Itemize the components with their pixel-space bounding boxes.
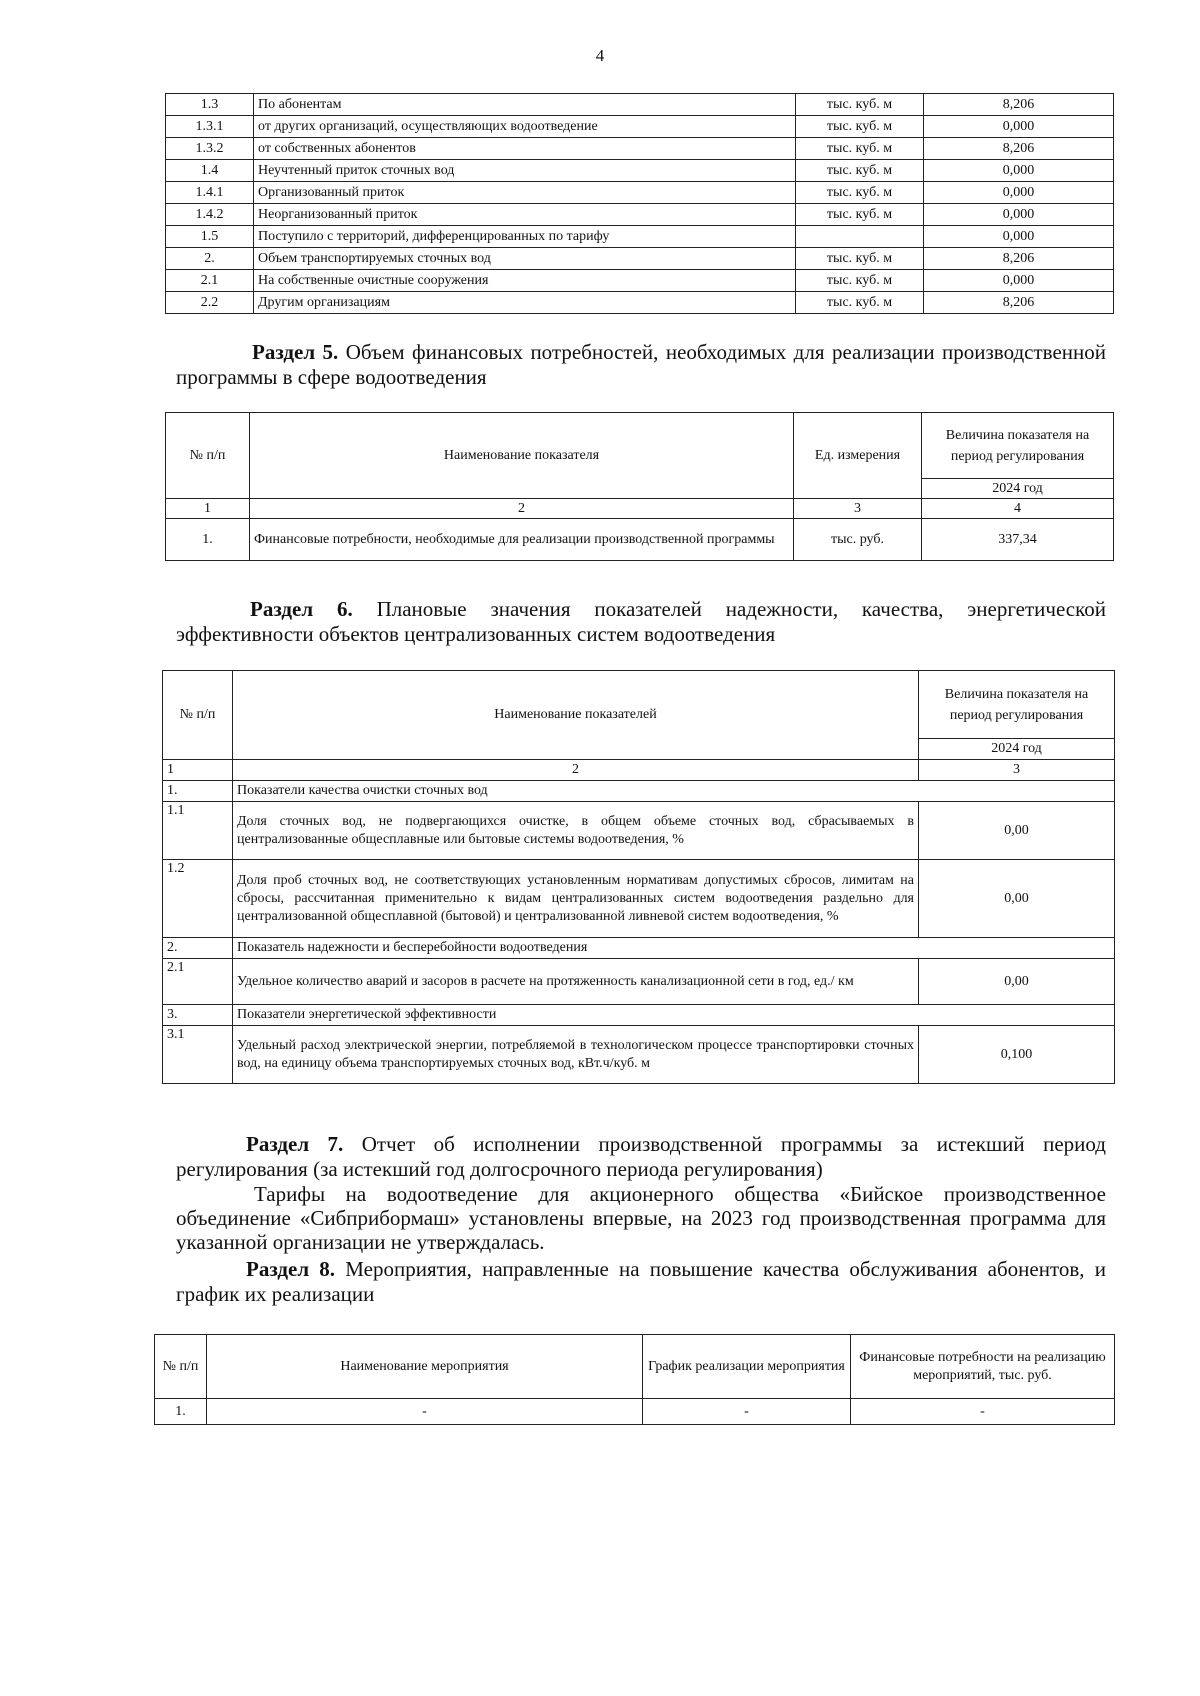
cell-name: Организованный приток [254,182,796,204]
cell-value: 0,00 [919,959,1115,1005]
volume-table [165,93,1114,314]
cell-name: Доля сточных вод, не подвергающихся очистке, в общем объеме сточных вод, сбрасываемых в централизованные общесплавные или бытовые системы водоотведения, % [233,802,919,860]
table-row [166,292,1114,314]
row-unit: тыс. руб. [794,519,922,561]
row-num: 1. [155,1399,207,1425]
table-row [166,94,1114,116]
table-row [166,204,1114,226]
cell-name: Доля проб сточных вод, не соответствующих установленным нормативам допустимых сбросов, лимитам на сбросы, рассчитанная применительно к видам централизованных систем водоотведения раздельно для централизованной общесплавной (бытовой) и централизованной ливневой систем водоотведения, % [233,860,919,938]
cell-num: 2.1 [166,270,254,292]
table-row [163,938,1115,959]
cell-unit [796,226,924,248]
cell-num: 2.1 [163,959,233,1005]
cell-unit: тыс. куб. м [796,204,924,226]
cell-name: Неорганизованный приток [254,204,796,226]
cell-value: 0,100 [919,1026,1115,1084]
cell-name: Объем транспортируемых сточных вод [254,248,796,270]
section5-label: Раздел 5. [252,340,339,364]
table-row [163,781,1115,802]
section8-heading [176,1257,1106,1307]
cell-value: 0,00 [919,860,1115,938]
cell-unit: тыс. куб. м [796,94,924,116]
row-schedule: - [643,1399,851,1425]
table-row [166,226,1114,248]
cell-name: На собственные очистные сооружения [254,270,796,292]
cell-unit: тыс. куб. м [796,160,924,182]
cell-name: По абонентам [254,94,796,116]
cell-num: 1.4.2 [166,204,254,226]
cell-num: 1.3.1 [166,116,254,138]
measures-table [154,1334,1115,1425]
row-num: 1. [166,519,250,561]
cell-value: 0,000 [924,182,1114,204]
cell-num: 1.3 [166,94,254,116]
indicators-table [162,670,1115,1084]
col-header-finance: Финансовые потребности на реализацию мероприятий, тыс. руб. [851,1335,1115,1399]
cell-unit: тыс. куб. м [796,116,924,138]
cell-num: 2.2 [166,292,254,314]
section5-title: Объем финансовых потребностей, необходимых для реализации производственной программы в сфере водоотведения [176,340,1106,389]
col-header-year: 2024 год [922,479,1114,499]
cell-name: Неучтенный приток сточных вод [254,160,796,182]
cell-num: 3.1 [163,1026,233,1084]
section5-heading [176,340,1106,390]
indicators-table-body [163,781,1115,1084]
col-header-name: Наименование показателя [250,413,794,499]
table-row [163,802,1115,860]
col-header-name: Наименование показателей [233,671,919,760]
col-number-4: 4 [922,499,1114,519]
section7-title: Отчет об исполнении производственной программы за истекший период регулирования (за истекший год долгосрочного периода регулирования) [176,1132,1106,1181]
table-row [166,116,1114,138]
cell-num: 1.1 [163,802,233,860]
col-header-schedule: График реализации мероприятия [643,1335,851,1399]
cell-num: 1. [163,781,233,802]
volume-table-body [166,94,1114,314]
table-row [163,1005,1115,1026]
col-header-year: 2024 год [919,739,1115,760]
table-row [166,138,1114,160]
section7-label: Раздел 7. [246,1132,344,1156]
cell-unit: тыс. куб. м [796,182,924,204]
page-number: 4 [595,46,605,65]
cell-value: 8,206 [924,292,1114,314]
cell-name: Показатели энергетической эффективности [233,1005,1115,1026]
table-row [166,160,1114,182]
row-finance: - [851,1399,1115,1425]
cell-num: 1.4 [166,160,254,182]
cell-num: 3. [163,1005,233,1026]
cell-value: 8,206 [924,138,1114,160]
section7-heading [176,1132,1106,1182]
cell-num: 1.5 [166,226,254,248]
col-header-unit: Ед. измерения [794,413,922,499]
finance-table [165,412,1114,561]
col-header-num: № п/п [163,671,233,760]
col-number-1: 1 [166,499,250,519]
col-number-2: 2 [250,499,794,519]
table-row [163,860,1115,938]
cell-name: Поступило с территорий, дифференцированных по тарифу [254,226,796,248]
cell-num: 1.4.1 [166,182,254,204]
table-row [163,959,1115,1005]
col-header-name: Наименование мероприятия [207,1335,643,1399]
table-row [166,248,1114,270]
table-row [166,270,1114,292]
cell-name: Показатели качества очистки сточных вод [233,781,1115,802]
section6-heading [176,597,1106,647]
cell-unit: тыс. куб. м [796,292,924,314]
table-row [163,1026,1115,1084]
cell-name: от собственных абонентов [254,138,796,160]
col-header-value: Величина показателя на период регулирования [919,671,1115,739]
section8-label: Раздел 8. [246,1257,336,1281]
cell-num: 1.3.2 [166,138,254,160]
cell-value: 8,206 [924,94,1114,116]
cell-value: 0,000 [924,226,1114,248]
cell-name: Удельный расход электрической энергии, потребляемой в технологическом процессе транспортировки сточных вод, на единицу объема транспортируемых сточных вод, кВт.ч/куб. м [233,1026,919,1084]
section6-title: Плановые значения показателей надежности, качества, энергетической эффективности объектов централизованных систем водоотведения [176,597,1106,646]
cell-unit: тыс. куб. м [796,248,924,270]
cell-name: от других организаций, осуществляющих водоотведение [254,116,796,138]
row-name: Финансовые потребности, необходимые для реализации производственной программы [250,519,794,561]
cell-unit: тыс. куб. м [796,138,924,160]
section6-label: Раздел 6. [250,597,353,621]
cell-value: 0,000 [924,116,1114,138]
col-number-3: 3 [919,760,1115,781]
col-number-1: 1 [163,760,233,781]
section7-paragraph: Тарифы на водоотведение для акционерного общества «Бийское производственное объединение «Сибприбормаш» установлены впервые, на 2023 год производственная программа для указанной организации не утверждалась. [176,1182,1106,1254]
cell-name: Удельное количество аварий и засоров в расчете на протяженность канализационной сети в год, ед./ км [233,959,919,1005]
cell-value: 0,000 [924,270,1114,292]
cell-value: 0,00 [919,802,1115,860]
row-name: - [207,1399,643,1425]
cell-value: 0,000 [924,204,1114,226]
row-value: 337,34 [922,519,1114,561]
cell-name: Показатель надежности и бесперебойности водоотведения [233,938,1115,959]
cell-unit: тыс. куб. м [796,270,924,292]
section8-title: Мероприятия, направленные на повышение качества обслуживания абонентов, и график их реализации [176,1257,1106,1306]
col-header-num: № п/п [166,413,250,499]
table-row [166,182,1114,204]
cell-num: 2. [166,248,254,270]
col-number-2: 2 [233,760,919,781]
cell-num: 1.2 [163,860,233,938]
col-header-value: Величина показателя на период регулирования [922,413,1114,479]
cell-num: 2. [163,938,233,959]
cell-value: 0,000 [924,160,1114,182]
col-number-3: 3 [794,499,922,519]
cell-name: Другим организациям [254,292,796,314]
cell-value: 8,206 [924,248,1114,270]
col-header-num: № п/п [155,1335,207,1399]
